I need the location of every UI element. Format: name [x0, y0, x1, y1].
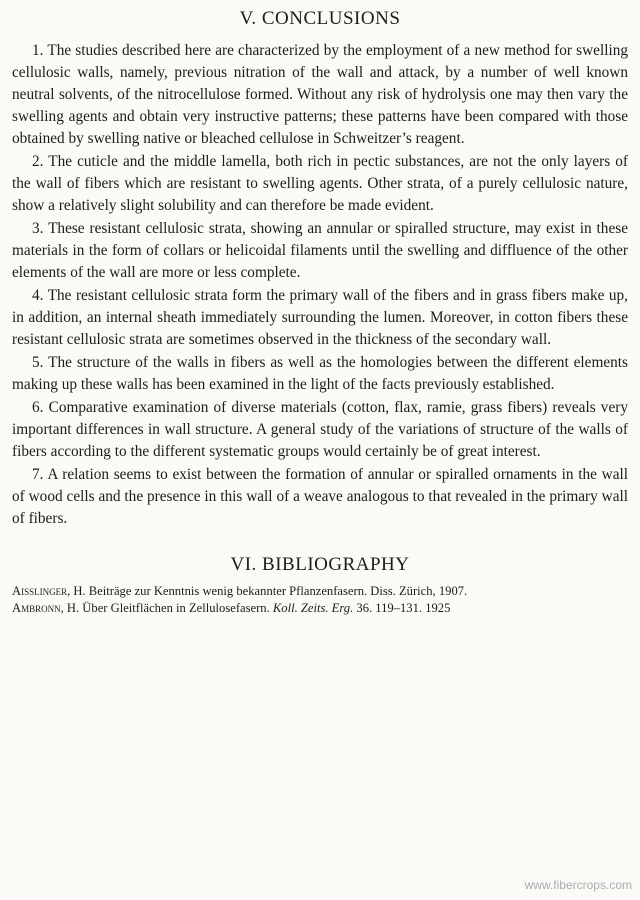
section-title-conclusions: V. CONCLUSIONS — [239, 8, 401, 29]
conclusion-paragraph: 3. These resistant cellulosic strata, showing an annular or spiralled structure, may exist in these materials in the form of collars or helicoidal filaments until the swelling and diffluence of the other elements of the wall are more or less complete. — [12, 220, 628, 281]
bib-author: Aisslinger, H. — [12, 584, 86, 598]
bibliography-list — [12, 584, 628, 616]
conclusion-paragraph: 1. The studies described here are characterized by the employment of a new method for swelling cellulosic walls, namely, previous nitration of the wall and attack, by a number of well known neutral solvents, of the nitrocellulose formed. Without any risk of hydrolysis one may then vary the swelling agents and obtain very instructive patterns; these patterns have been compared with those obtained by swelling native or bleached cellulose in Schweitzer’s reagent. — [12, 42, 628, 147]
bib-text: Beiträge zur Kenntnis wenig bekannter Pflanzenfasern. Diss. Zürich, 1907. — [85, 584, 468, 598]
bib-tail: 36. 119–131. 1925 — [353, 601, 451, 615]
bib-journal: Koll. Zeits. Erg. — [272, 601, 354, 615]
site-watermark: www.fibercrops.com — [524, 878, 632, 892]
conclusions-body — [12, 40, 628, 530]
conclusion-paragraph: 7. A relation seems to exist between the formation of annular or spiralled ornaments in the wall of wood cells and the presence in this wall of a weave analogous to that revealed in the primary wall of fibers. — [12, 466, 628, 527]
bibliography-entry — [12, 601, 628, 616]
bibliography-entry — [12, 584, 628, 599]
section-title-bibliography: VI. BIBLIOGRAPHY — [230, 554, 410, 575]
conclusion-paragraph: 4. The resistant cellulosic strata form the primary wall of the fibers and in grass fibers make up, in addition, an internal sheath immediately surrounding the lumen. Moreover, in cotton fibers these resistant cellulosic strata are sometimes observed in the thickness of the secondary wall. — [12, 287, 628, 348]
conclusion-paragraph: 6. Comparative examination of diverse materials (cotton, flax, ramie, grass fibers) reveals very important differences in wall structure. A general study of the variations of structure of the walls of fibers according to the different systematic groups would certainly be of great interest. — [12, 399, 628, 460]
conclusion-paragraph: 5. The structure of the walls in fibers as well as the homologies between the different elements making up these walls has been examined in the light of the facts previously established. — [12, 354, 628, 393]
bib-text: Über Gleitflächen in Zellulosefasern. — [79, 601, 273, 615]
bib-author: Ambronn, H. — [12, 601, 80, 615]
conclusion-paragraph: 2. The cuticle and the middle lamella, both rich in pectic substances, are not the only layers of the wall of fibers which are resistant to swelling agents. Other strata, of a purely cellulosic nature, show a relatively slight solubility and can therefore be made evident. — [12, 153, 628, 214]
